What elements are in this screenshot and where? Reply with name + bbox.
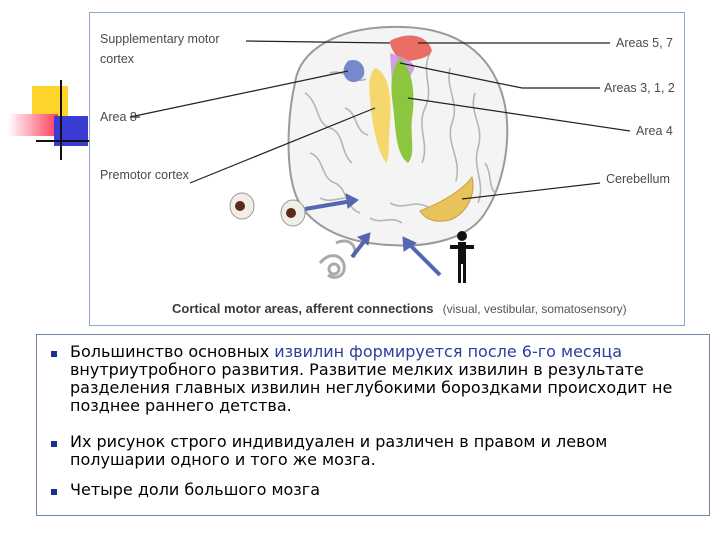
label-area-8: Area 8 [100, 110, 137, 124]
bullet-highlight: извилин формируется после 6-го месяца [274, 342, 623, 361]
label-cerebellum: Cerebellum [606, 172, 670, 186]
bullet-marker [51, 441, 57, 447]
figure-caption [172, 298, 627, 317]
label-area-4: Area 4 [636, 124, 673, 138]
label-supplementary-motor: Supplementary motor [100, 32, 220, 46]
label-areas-5-7: Areas 5, 7 [616, 36, 673, 50]
bullet-list-box [36, 334, 710, 516]
label-areas-3-1-2: Areas 3, 1, 2 [604, 81, 675, 95]
label-supplementary-motor-cortex: cortex [100, 52, 135, 66]
decor-horizontal-line [36, 140, 90, 142]
bullet-text-2: Их рисунок строго индивидуален и различен в правом и левом полушарии одного и того же мозга. [70, 432, 608, 469]
decor-vertical-line [60, 80, 62, 160]
caption-bold: Cortical motor areas, afferent connections [172, 301, 434, 316]
brain-diagram [90, 13, 686, 327]
bullet-marker [51, 489, 57, 495]
vestibular-icon [320, 241, 355, 277]
bullet-text-1: Большинство основных извилин формируется после 6-го месяца внутриутробного развития. Развитие мелких извилин в результате разделения главных извилин неглубокими бороздками происходит не позднее раннего детства. [70, 342, 673, 415]
label-premotor-cortex: Premotor cortex [100, 168, 189, 182]
decor-red-square [8, 114, 58, 136]
bullet-text-3: Четыре доли большого мозга [70, 480, 321, 499]
brain-figure [89, 12, 685, 326]
eye-icons [230, 193, 305, 226]
bullet-marker [51, 351, 57, 357]
caption-normal: (visual, vestibular, somatosensory) [442, 302, 627, 316]
human-figure-icon [450, 231, 474, 283]
